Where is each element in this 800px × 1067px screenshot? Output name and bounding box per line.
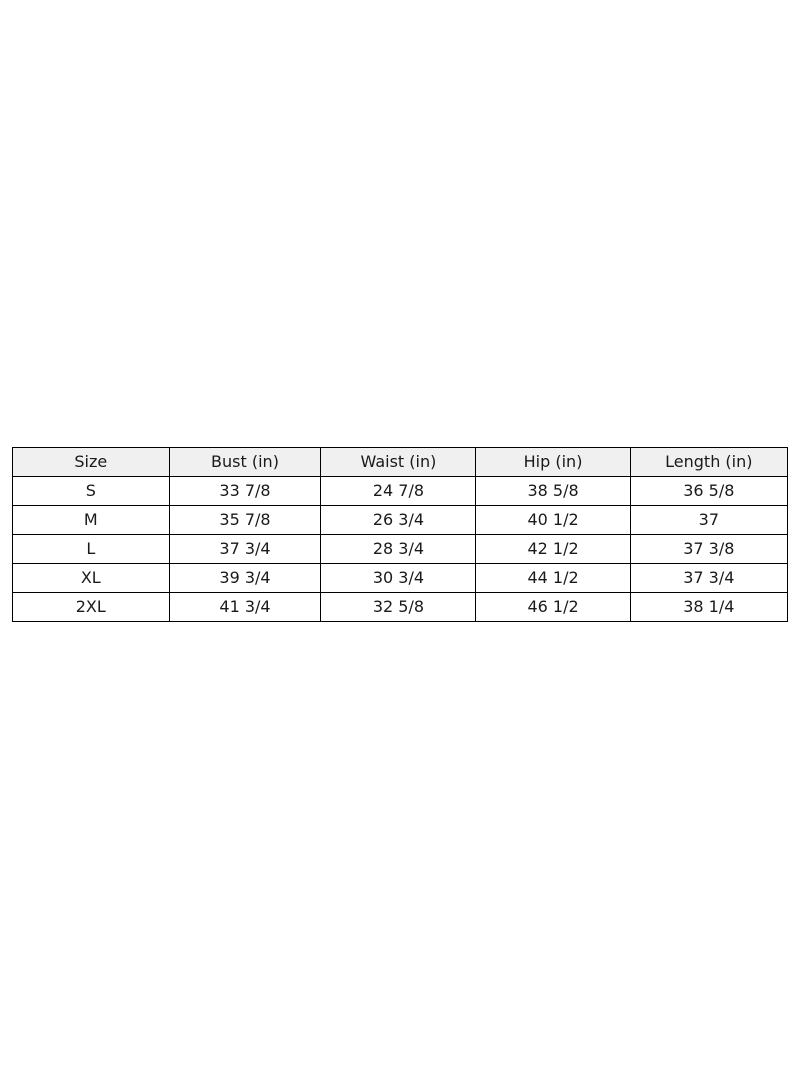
cell-length: 37 3/8 <box>630 535 787 564</box>
cell-size: 2XL <box>13 593 170 622</box>
cell-hip: 40 1/2 <box>476 506 630 535</box>
cell-size: XL <box>13 564 170 593</box>
cell-waist: 26 3/4 <box>321 506 476 535</box>
column-header-size: Size <box>13 448 170 477</box>
size-chart-container <box>12 447 788 622</box>
cell-waist: 30 3/4 <box>321 564 476 593</box>
column-header-bust: Bust (in) <box>169 448 321 477</box>
table-row <box>13 535 788 564</box>
table-body <box>13 477 788 622</box>
cell-length: 38 1/4 <box>630 593 787 622</box>
cell-bust: 35 7/8 <box>169 506 321 535</box>
cell-waist: 28 3/4 <box>321 535 476 564</box>
cell-size: M <box>13 506 170 535</box>
cell-length: 37 <box>630 506 787 535</box>
column-header-length: Length (in) <box>630 448 787 477</box>
cell-length: 37 3/4 <box>630 564 787 593</box>
cell-length: 36 5/8 <box>630 477 787 506</box>
cell-waist: 32 5/8 <box>321 593 476 622</box>
cell-bust: 33 7/8 <box>169 477 321 506</box>
cell-hip: 46 1/2 <box>476 593 630 622</box>
table-row <box>13 564 788 593</box>
table-header-row <box>13 448 788 477</box>
table-row <box>13 593 788 622</box>
cell-waist: 24 7/8 <box>321 477 476 506</box>
cell-size: L <box>13 535 170 564</box>
column-header-waist: Waist (in) <box>321 448 476 477</box>
cell-size: S <box>13 477 170 506</box>
table-row <box>13 506 788 535</box>
table-header <box>13 448 788 477</box>
cell-hip: 42 1/2 <box>476 535 630 564</box>
cell-bust: 37 3/4 <box>169 535 321 564</box>
cell-hip: 44 1/2 <box>476 564 630 593</box>
cell-bust: 39 3/4 <box>169 564 321 593</box>
cell-hip: 38 5/8 <box>476 477 630 506</box>
column-header-hip: Hip (in) <box>476 448 630 477</box>
table-row <box>13 477 788 506</box>
cell-bust: 41 3/4 <box>169 593 321 622</box>
size-chart-table <box>12 447 788 622</box>
